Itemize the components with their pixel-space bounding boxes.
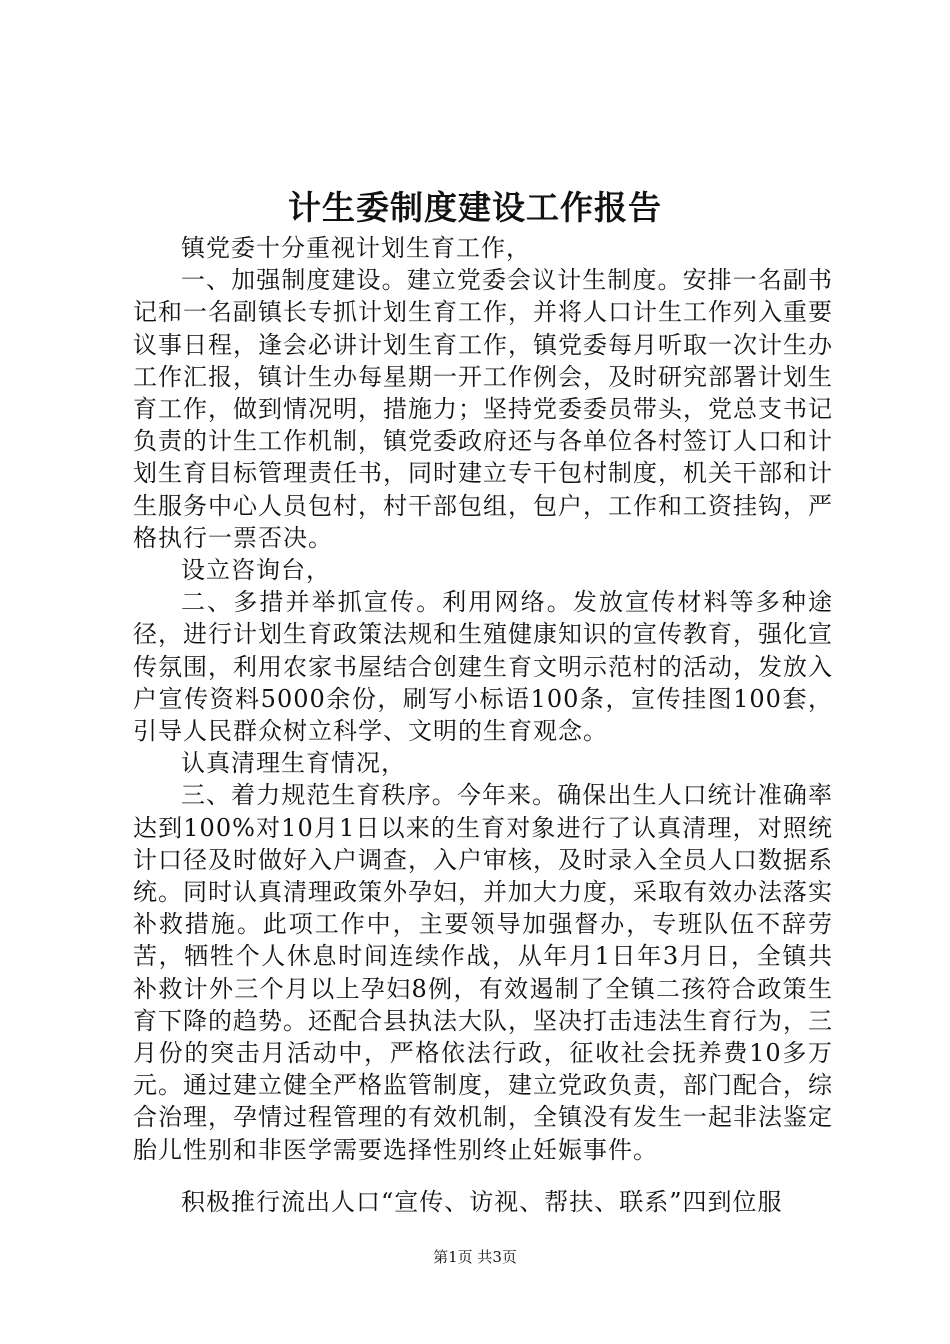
page-number-footer: 第1页 共3页 <box>433 1248 517 1266</box>
document-body <box>133 232 833 1218</box>
paragraph-consult-desk: 设立咨询台， <box>181 556 331 585</box>
paragraph-section-1: 一、加强制度建设。建立党委会议计生制度。安排一名副书记和一名副镇长专抓计划生育工作，并将人口计生工作列入重要议事日程，逢会必讲计划生育工作，镇党委每月听取一次计生办工作汇报，镇计生办每星期一开工作例会，及时研究部署计划生育工作，做到情况明，措施力；坚持党委委员带头，党总支书记负责的计生工作机制，镇党委政府还与各单位各村签订人口和计划生育目标管理责任书，同时建立专干包村制度，机关干部和计生服务中心人员包村，村干部包组，包户，工作和工资挂钩，严格执行一票否决。 <box>133 266 833 552</box>
paragraph-section-3: 三、着力规范生育秩序。今年来。确保出生人口统计准确率达到100%对10月1日以来的生育对象进行了认真清理，对照统计口径及时做好入户调查，入户审核，及时录入全员人口数据系统。同时认真清理政策外孕妇，并加大力度，采取有效办法落实补救措施。此项工作中，主要领导加强督办，专班队伍不辞劳苦，牺牲个人休息时间连续作战，从年月1日年3月日，全镇共补救计外三个月以上孕妇8例，有效遏制了全镇二孩符合政策生育下降的趋势。还配合县执法大队，坚决打击违法生育行为，三月份的突击月活动中，严格依法行政，征收社会抚养费10多万元。通过建立健全严格监管制度，建立党政负责，部门配合，综合治理，孕情过程管理的有效机制，全镇没有发生一起非法鉴定胎儿性别和非医学需要选择性别终止妊娠事件。 <box>133 781 833 1164</box>
paragraph-section-2: 二、多措并举抓宣传。利用网络。发放宣传材料等多种途径，进行计划生育政策法规和生殖健康知识的宣传教育，强化宣传氛围，利用农家书屋结合创建生育文明示范村的活动，发放入户宣传资料5000余份，刷写小标语100条，宣传挂图100套，引导人民群众树立科学、文明的生育观念。 <box>133 588 833 746</box>
paragraph-outflow-population: 积极推行流出人口“宣传、访视、帮扶、联系”四到位服 <box>181 1187 783 1216</box>
document-title: 计生委制度建设工作报告 <box>288 188 662 227</box>
paragraph-intro: 镇党委十分重视计划生育工作， <box>181 234 531 262</box>
paragraph-clean-up: 认真清理生育情况， <box>181 749 406 778</box>
